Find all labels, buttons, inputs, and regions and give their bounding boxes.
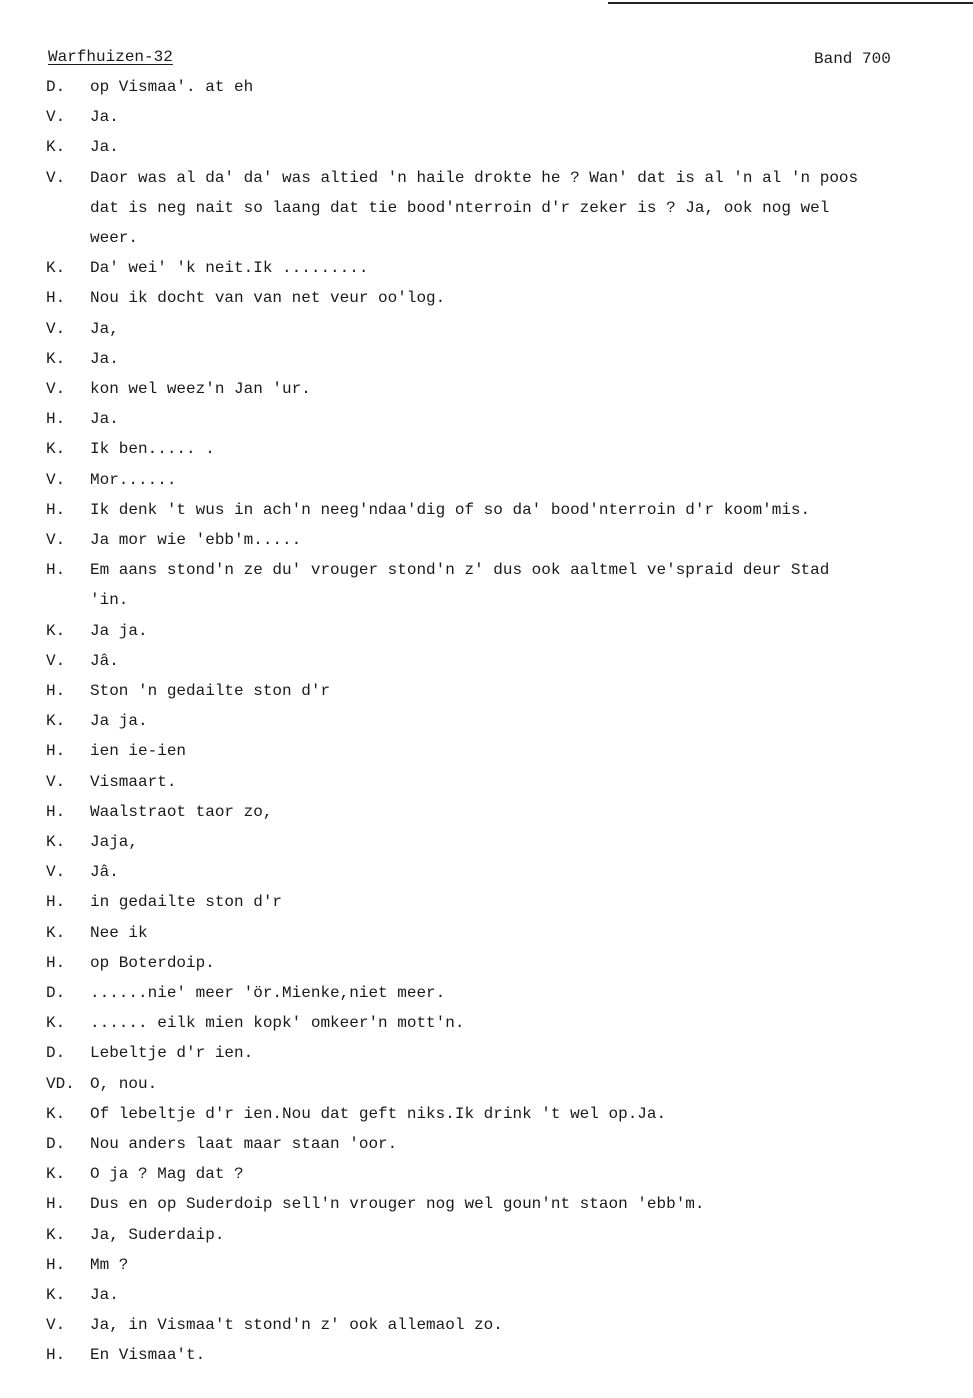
utterance-text: Waalstraot taor zo,: [90, 802, 273, 821]
speaker-label: V.: [46, 651, 66, 670]
transcript-line: [0, 1011, 973, 1035]
speaker-label: VD.: [46, 1074, 75, 1093]
utterance-text: 'in.: [90, 591, 129, 610]
transcript-line: [0, 739, 973, 763]
speaker-label: H.: [46, 742, 66, 761]
speaker-label: V.: [46, 470, 66, 489]
utterance-text: O, nou.: [90, 1074, 158, 1093]
speaker-label: D.: [46, 1135, 66, 1153]
utterance-text: Jaja,: [90, 833, 139, 851]
transcript-line: [0, 105, 973, 129]
speaker-label: K.: [46, 1286, 66, 1304]
utterance-text: Mor......: [90, 470, 177, 489]
utterance-text: Ja.: [90, 138, 119, 157]
utterance-text: Mm ?: [90, 1255, 129, 1274]
speaker-label: D.: [46, 984, 66, 1002]
speaker-label: K.: [46, 138, 66, 157]
speaker-label: D.: [46, 78, 66, 96]
transcript-line: [0, 770, 973, 794]
speaker-label: V.: [46, 1316, 66, 1335]
speaker-label: K.: [46, 712, 66, 731]
utterance-text: in gedailte ston d'r: [90, 893, 283, 912]
utterance-text: Lebeltje d'r ien.: [90, 1044, 254, 1063]
utterance-text: Ja.: [90, 349, 119, 368]
transcript-line: [0, 196, 973, 220]
transcript-line: [0, 1343, 973, 1367]
utterance-text: ...... eilk mien kopk' omkeer'n mott'n.: [90, 1014, 465, 1033]
speaker-label: K.: [46, 349, 66, 368]
utterance-text: Ston 'n gedailte ston d'r: [90, 682, 331, 700]
transcript-line: [0, 649, 973, 673]
page-title: Warfhuizen-32: [48, 48, 173, 66]
utterance-text: Ja, in Vismaa't stond'n z' ook allemaol zo.: [90, 1316, 503, 1335]
speaker-label: K.: [46, 923, 66, 942]
utterance-text: Nee ik: [90, 923, 148, 942]
speaker-label: K.: [46, 1014, 66, 1033]
transcript-line: [0, 860, 973, 884]
speaker-label: V.: [46, 380, 66, 398]
transcript-line: [0, 800, 973, 824]
transcript-line: [0, 921, 973, 945]
utterance-text: Ja ja.: [90, 712, 148, 731]
transcript-line: [0, 135, 973, 159]
transcript-line: [0, 558, 973, 582]
utterance-text: dat is neg nait so laang dat tie bood'nterroin d'r zeker is ? Ja, ook nog wel: [90, 198, 830, 217]
speaker-label: H.: [46, 1346, 66, 1365]
transcript-line: [0, 286, 973, 310]
utterance-text: kon wel weez'n Jan 'ur.: [90, 380, 311, 398]
transcript-line: [0, 407, 973, 431]
utterance-text: Ja ja.: [90, 621, 148, 640]
transcript-line: [0, 498, 973, 522]
utterance-text: Em aans stond'n ze du' vrouger stond'n z' dus ook aaltmel ve'spraid deur Stad: [90, 561, 830, 580]
utterance-text: Ja mor wie 'ebb'm.....: [90, 531, 302, 549]
speaker-label: K.: [46, 1165, 66, 1184]
transcript-line: [0, 226, 973, 250]
speaker-label: H.: [46, 289, 66, 308]
speaker-label: H.: [46, 1195, 66, 1214]
transcript-line: [0, 166, 973, 190]
speaker-label: V.: [46, 772, 66, 791]
transcript-line: [0, 377, 973, 401]
transcript-line: [0, 1223, 973, 1247]
utterance-text: Ik ben..... .: [90, 440, 215, 459]
speaker-label: V.: [46, 168, 66, 187]
speaker-label: K.: [46, 621, 66, 640]
speaker-label: V.: [46, 531, 66, 549]
transcript-line: [0, 256, 973, 280]
utterance-text: ......nie' meer 'ör.Mienke,niet meer.: [90, 984, 446, 1002]
utterance-text: Jâ.: [90, 651, 119, 670]
speaker-label: H.: [46, 500, 66, 519]
speaker-label: H.: [46, 561, 66, 580]
utterance-text: Daor was al da' da' was altied 'n haile drokte he ? Wan' dat is al 'n al 'n poos: [90, 168, 859, 187]
utterance-text: op Boterdoip.: [90, 953, 215, 972]
speaker-label: H.: [46, 1255, 66, 1274]
utterance-text: Ja,: [90, 319, 119, 338]
speaker-label: D.: [46, 1044, 66, 1063]
transcript-line: [0, 1072, 973, 1096]
speaker-label: K.: [46, 833, 66, 851]
utterance-text: Dus en op Suderdoip sell'n vrouger nog wel goun'nt staon 'ebb'm.: [90, 1195, 705, 1214]
speaker-label: K.: [46, 1104, 66, 1123]
transcript-line: [0, 75, 973, 99]
utterance-text: Vismaart.: [90, 772, 177, 791]
utterance-text: O ja ? Mag dat ?: [90, 1165, 244, 1184]
transcript-line: [0, 830, 973, 854]
transcript-line: [0, 1253, 973, 1277]
utterance-text: En Vismaa't.: [90, 1346, 206, 1365]
utterance-text: Of lebeltje d'r ien.Nou dat geft niks.Ik drink 't wel op.Ja.: [90, 1104, 667, 1123]
transcript-line: [0, 347, 973, 371]
transcript-line: [0, 1192, 973, 1216]
top-rule: [608, 2, 973, 4]
speaker-label: K.: [46, 1225, 66, 1244]
speaker-label: K.: [46, 259, 66, 278]
transcript-line: [0, 709, 973, 733]
speaker-label: H.: [46, 410, 66, 429]
utterance-text: Ja.: [90, 1286, 119, 1304]
transcript-line: [0, 1162, 973, 1186]
utterance-text: Ja.: [90, 108, 119, 127]
utterance-text: Da' wei' 'k neit.Ik .........: [90, 259, 369, 278]
transcript-line: [0, 437, 973, 461]
utterance-text: Ja.: [90, 410, 119, 429]
utterance-text: Ja, Suderdaip.: [90, 1225, 225, 1244]
speaker-label: H.: [46, 893, 66, 912]
utterance-text: weer.: [90, 229, 139, 247]
speaker-label: K.: [46, 440, 66, 459]
transcript-line: [0, 317, 973, 341]
transcript-line: [0, 679, 973, 703]
speaker-label: H.: [46, 802, 66, 821]
transcript-line: [0, 468, 973, 492]
utterance-text: Nou anders laat maar staan 'oor.: [90, 1135, 398, 1153]
speaker-label: V.: [46, 108, 66, 127]
utterance-text: Nou ik docht van van net veur oo'log.: [90, 289, 446, 308]
transcript-line: [0, 1102, 973, 1126]
speaker-label: V.: [46, 863, 66, 882]
transcript-line: [0, 588, 973, 612]
transcript-line: [0, 619, 973, 643]
speaker-label: V.: [46, 319, 66, 338]
transcript-line: [0, 1313, 973, 1337]
utterance-text: Jâ.: [90, 863, 119, 882]
band-label: Band 700: [814, 50, 891, 68]
transcript-line: [0, 1132, 973, 1156]
speaker-label: H.: [46, 682, 66, 700]
utterance-text: ien ie-ien: [90, 742, 187, 761]
transcript-line: [0, 981, 973, 1005]
transcript-line: [0, 528, 973, 552]
utterance-text: Ik denk 't wus in ach'n neeg'ndaa'dig of so da' bood'nterroin d'r koom'mis.: [90, 500, 811, 519]
transcript-line: [0, 890, 973, 914]
speaker-label: H.: [46, 953, 66, 972]
transcript-line: [0, 951, 973, 975]
utterance-text: op Vismaa'. at eh: [90, 78, 254, 96]
transcript-line: [0, 1041, 973, 1065]
transcript-line: [0, 1283, 973, 1307]
